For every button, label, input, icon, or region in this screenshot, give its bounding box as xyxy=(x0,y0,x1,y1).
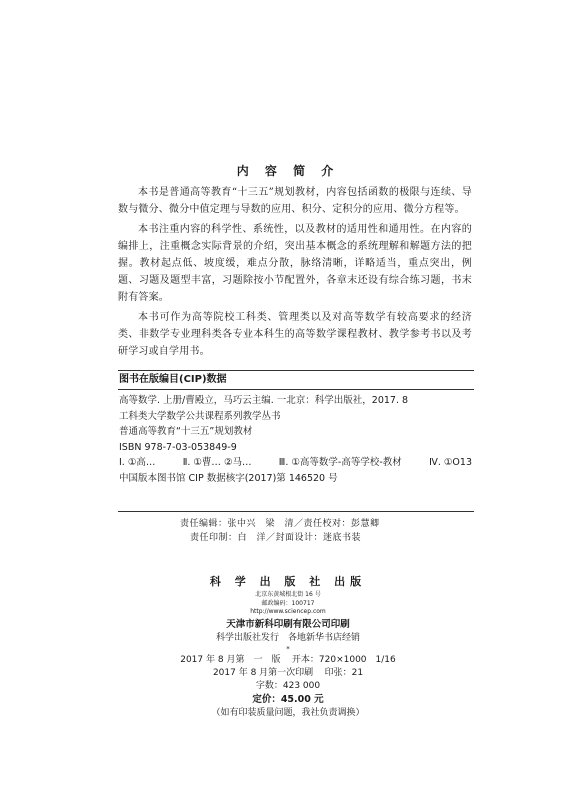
cip-record-number: 中国版本图书馆 CIP 数据核字(2017)第 146520 号 xyxy=(119,472,338,484)
publisher-address: 北京东黄城根北街 16 号 xyxy=(255,591,321,598)
abstract-paragraph: 本书是普通高等教育“十三五”规划教材，内容包括函数的极限与连续、导数与微分、微分中值定理与导数的应用、积分、定积分的应用、微分方程等。 xyxy=(118,187,472,215)
cip-line-series: 工科类大学数学公共课程系列教学丛书 xyxy=(119,410,281,422)
cip-lines xyxy=(118,390,474,486)
quality-note: （如有印装质量问题，我社负责调换） xyxy=(211,707,365,718)
publisher-name: 科 学 出 版 社 出版 xyxy=(209,575,367,588)
publisher-postcode: 邮政编码：100717 xyxy=(261,599,315,607)
cip-class-4: Ⅳ. ①O13 xyxy=(429,457,472,468)
staff-credits xyxy=(180,517,490,545)
edition-date: 2017 年 8 月第 一 版 xyxy=(180,654,281,665)
cip-line-plan: 普通高等教育“十三五”规划教材 xyxy=(119,426,253,437)
word-count: 字数：423 000 xyxy=(255,680,321,691)
publication-info xyxy=(0,591,576,720)
staff-editors: 责任编辑：张中兴 梁 清／责任校对：彭慧卿 xyxy=(180,519,380,529)
print-sheets: 印张：21 xyxy=(324,667,364,678)
distribution: 科学出版社发行 各地新华书店经销 xyxy=(215,632,360,643)
separator-star: * xyxy=(286,644,290,653)
abstract-paragraph: 本书可作为高等院校工科类、管理类以及对高等数学有较高要求的经济类、非数学专业理科类各专业本科生的高等数学课程教材、教学参考书以及考研学习或自学用书。 xyxy=(118,312,472,357)
cip-line-isbn: ISBN 978-7-03-053849-9 xyxy=(119,441,237,453)
staff-production: 责任印制：白 洋／封面设计：迷底书装 xyxy=(190,533,362,543)
cip-classification xyxy=(119,455,474,471)
cip-title: 图书在版编目(CIP)数据 xyxy=(118,371,474,390)
price: 定价：45.00 元 xyxy=(252,693,324,705)
cip-data-block xyxy=(118,370,474,512)
cip-class-3: Ⅲ. ①高等数学-高等学校-教材 xyxy=(278,457,402,468)
abstract-paragraph: 本书注重内容的科学性、系统性，以及教材的适用性和通用性。在内容的编排上，注重概念实际背景的介绍，突出基本概念的系统理解和解题方法的把握。教材起点低、坡度缓，难点分散，脉络清晰，详略适当，重点突出，例题、习题及题型丰富，习题除按小节配置外，各章末还设有综合练习题，书末附有答案。 xyxy=(118,224,472,303)
printing-line xyxy=(0,667,576,680)
publisher-url: http://www.sciencep.com xyxy=(250,608,326,615)
printing-date: 2017 年 8 月第一次印刷 xyxy=(212,667,314,678)
cip-line-title: 高等数学. 上册/曹殿立，马巧云主编. 一北京：科学出版社，2017. 8 xyxy=(119,395,409,406)
book-format: 开本：720×1000 1/16 xyxy=(291,654,396,665)
abstract-body xyxy=(118,184,472,363)
cip-class-2: Ⅱ. ①曹… ②马… xyxy=(182,457,252,468)
abstract-heading: 内 容 简 介 xyxy=(236,164,340,178)
edition-line xyxy=(0,654,576,667)
cip-class-1: Ⅰ. ①高… xyxy=(119,457,156,468)
printer-name: 天津市新科印刷有限公司印刷 xyxy=(226,618,350,630)
